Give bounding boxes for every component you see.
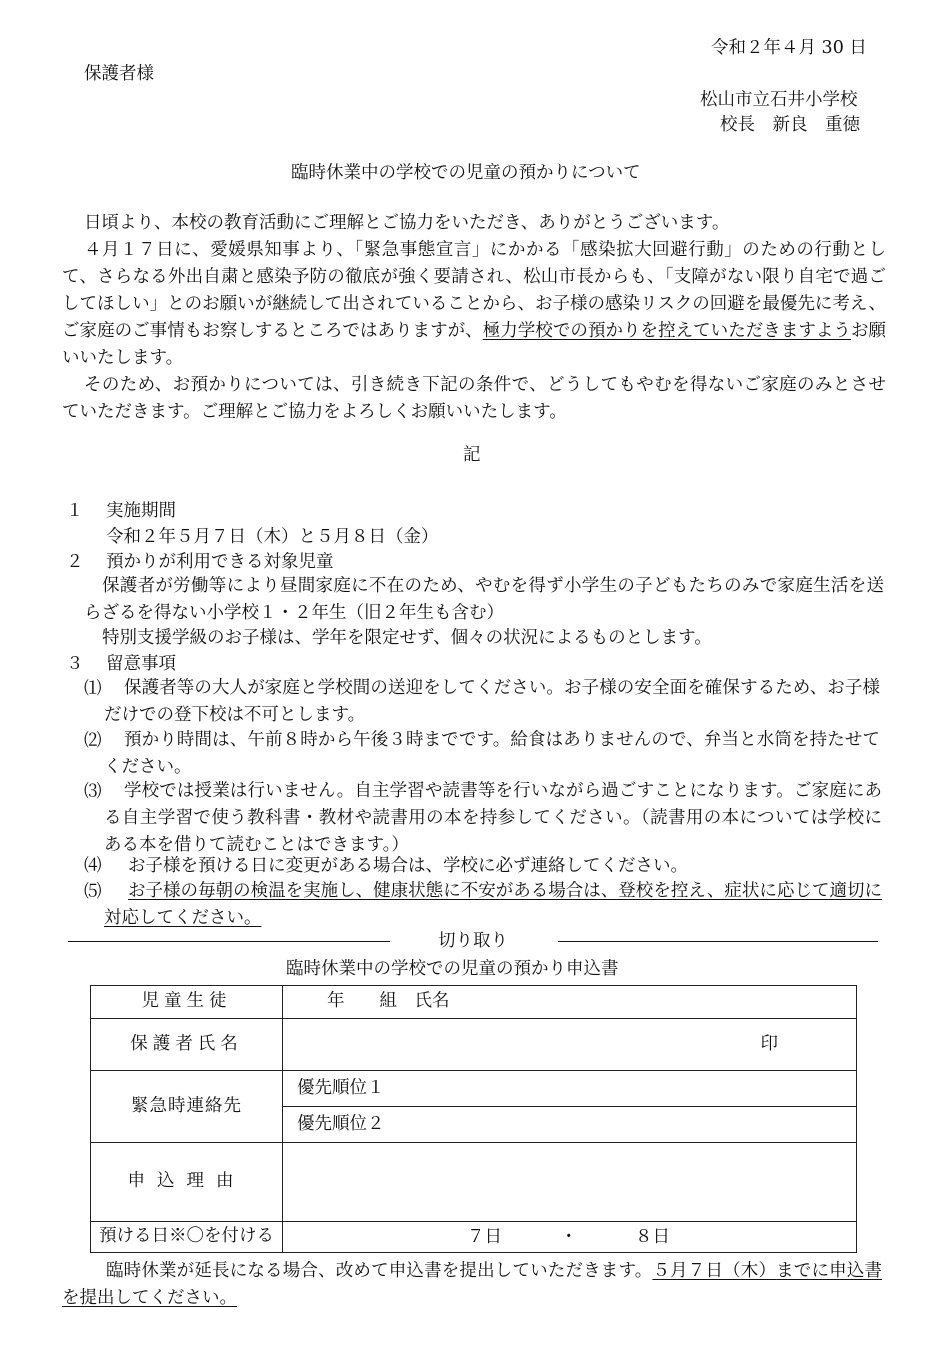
student-label: 児童生徒: [91, 986, 283, 1019]
underlined-request: 極力学校での預かりを控えていただきますよう: [482, 321, 851, 341]
row-emergency-1: [91, 1071, 857, 1107]
priority-1-label: 優先順位１: [297, 1077, 385, 1098]
day-8-option[interactable]: ８日: [635, 1227, 670, 1247]
application-form: [90, 985, 857, 1253]
intro-text: ４月１７日に、愛媛県知事より、「緊急事態宣言」にかかる「感染拡大回避行動」のための行動として、さらなる外出自粛と感染予防の徹底が強く要請され、松山市長からも、「支障がない限り自宅で過ごしてほしい」とのお願いが継続して出されていることから、お子様の感染リスクの回避を最優先に考え、ご家庭のご事情もお察しするところではありますが、: [62, 240, 886, 341]
day-7-option[interactable]: ７日: [467, 1227, 502, 1247]
student-field[interactable]: [283, 986, 857, 1019]
note-4-text: お子様を預ける日に変更がある場合は、学校に必ず連絡してください。: [128, 856, 688, 876]
school-name: 松山市立石井小学校: [700, 90, 858, 110]
document-date: 令和２年４月 30 日: [711, 38, 867, 58]
emergency-priority-2[interactable]: [283, 1107, 857, 1143]
intro-paragraph-3: そのため、お預かりについては、引き続き下記の条件で、どうしてもやむを得ないご家庭のみとさせていただきます。ご理解とご協力をよろしくお願いいたします。: [62, 375, 886, 422]
row-student: [91, 986, 857, 1019]
days-separator: ・: [560, 1227, 578, 1247]
seal-mark: 印: [760, 1034, 778, 1054]
note-3-text: 学校では授業は行いません。自主学習や読書等を行いながら過ごすことになります。ご家庭にある自主学習で使う教科書・教材や読書用の本を持参してください。（読書用の本については学校にある本を借りて読むことはできます。）: [104, 781, 882, 855]
section-1-number: １: [66, 501, 84, 521]
form-title: 臨時休業中の学校での児童の預かり申込書: [286, 959, 619, 979]
section-2-body-2: 特別支援学級のお子様は、学年を限定せず、個々の状況によるものとします。: [102, 628, 712, 648]
footer-deadline-date: ５月７日（木）: [652, 1261, 777, 1281]
intro-paragraph-1: 日頃より、本校の教育活動にご理解とご協力をいただき、ありがとうございます。: [84, 213, 730, 233]
row-days: [91, 1222, 857, 1253]
reason-field[interactable]: [283, 1143, 857, 1222]
section-2-number: ２: [66, 552, 84, 572]
note-3-mark: ⑶: [84, 782, 102, 802]
note-5-text: [104, 878, 882, 932]
days-label: 預ける日※〇を付ける: [91, 1222, 283, 1253]
cut-line-right: [558, 941, 878, 942]
document-title: 臨時休業中の学校での児童の預かりについて: [291, 163, 641, 183]
principal-name: 校長 新良 重徳: [720, 115, 860, 135]
recipient: 保護者様: [84, 64, 154, 84]
section-1-body: 令和２年５月７日（木）と５月８日（金）: [106, 527, 439, 547]
section-2-title: 預かりが利用できる対象児童: [106, 552, 334, 572]
footer-note: [62, 1258, 882, 1312]
section-1-title: 実施期間: [106, 501, 176, 521]
note-5-underlined: お子様の毎朝の検温を実施し、健康状態に不安がある場合は、登校を控え、症状に応じて適切に対応してください。: [104, 881, 882, 928]
reason-label: 申込理由: [91, 1143, 283, 1222]
note-1-mark: ⑴: [84, 679, 102, 699]
guardian-field[interactable]: [283, 1019, 857, 1071]
section-3-number: ３: [66, 654, 84, 674]
row-reason: [91, 1143, 857, 1222]
cut-label: 切り取り: [438, 931, 508, 951]
emergency-priority-1[interactable]: [283, 1071, 857, 1107]
footer-deadline-text: までに申込書を提出してください。: [62, 1261, 882, 1308]
cut-line-left: [68, 941, 390, 942]
guardian-label: 保護者氏名: [91, 1019, 283, 1071]
note-1-text: 保護者等の大人が家庭と学校間の送迎をしてください。お子様の安全面を確保するため、お子様だけでの登下校は不可とします。: [104, 678, 880, 725]
emergency-label: 緊急時連絡先: [91, 1071, 283, 1143]
intro-text-end: お願いいたします。: [62, 321, 887, 368]
ki-heading: 記: [463, 445, 481, 465]
section-3-title: 留意事項: [106, 654, 176, 674]
note-5-mark: ⑸: [84, 882, 102, 902]
note-2-mark: ⑵: [84, 731, 102, 751]
note-2-text: 預かり時間は、午前８時から午後３時までです。給食はありませんので、弁当と水筒を持たせてください。: [104, 730, 880, 777]
days-field: [283, 1222, 857, 1253]
section-2-body-1: 保護者が労働等により昼間家庭に不在のため、やむを得ず小学生の子どもたちのみで家庭生活を送らざるを得ない小学校１・２年生（旧２年生も含む）: [84, 576, 884, 623]
student-field-hint: 年 組 氏名: [327, 991, 450, 1012]
priority-2-label: 優先順位２: [297, 1113, 385, 1134]
note-4-mark: ⑷: [84, 856, 102, 876]
footer-text: 臨時休業が延長になる場合、改めて申込書を提出していただきます。: [106, 1261, 653, 1281]
row-guardian: [91, 1019, 857, 1071]
intro-paragraph-2: [62, 237, 886, 372]
